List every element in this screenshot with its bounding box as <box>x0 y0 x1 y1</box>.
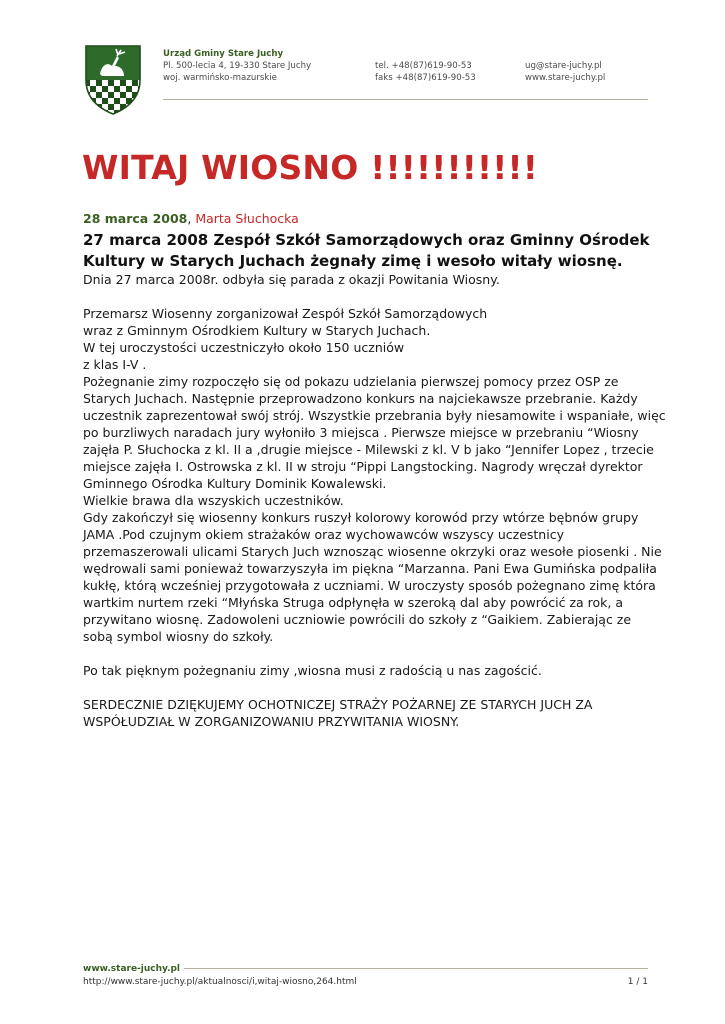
body-line: WSPÓŁUDZIAŁ W ZORGANIZOWANIU PRZYWITANIA WIOSNY. <box>83 714 460 729</box>
body-line: Po tak pięknym pożegnaniu zimy ,wiosna musi z radością u nas zagościć. <box>83 663 542 678</box>
body-line: Przemarsz Wiosenny zorganizował Zespół Szkół Samorządowych <box>83 306 488 321</box>
body-line: przywitano wiosnę. Zadowoleni uczniowie powrócili do szkoły z “Gaikiem. Zabierając ze <box>83 612 632 627</box>
address-line-2: woj. warmińsko-mazurskie <box>163 73 277 83</box>
paragraph-gap <box>83 679 663 696</box>
fax: faks +48(87)619-90-53 <box>375 73 476 83</box>
body-line: Pożegnanie zimy rozpoczęło się od pokazu udzielania pierwszej pomocy przez OSP ze <box>83 374 619 389</box>
article-meta <box>83 211 299 227</box>
body-line: sobą symbol wiosny do szkoły. <box>83 629 274 644</box>
body-line: Dnia 27 marca 2008r. odbyła się parada z okazji Powitania Wiosny. <box>83 272 500 287</box>
lead-line-2: Kultury w Starych Juchach żegnały zimę i wesoło witały wiosnę. <box>83 252 623 270</box>
article-body <box>83 271 666 730</box>
telephone: tel. +48(87)619-90-53 <box>375 61 472 71</box>
meta-separator: , <box>187 211 196 226</box>
coat-of-arms-icon <box>84 44 142 116</box>
website-link[interactable]: www.stare-juchy.pl <box>525 73 606 83</box>
body-line: SERDECZNIE DZIĘKUJEMY OCHOTNICZEJ STRAŻY POŻARNEJ ZE STARYCH JUCH ZA <box>83 697 593 712</box>
page-number: 1 / 1 <box>627 977 648 987</box>
article-author: Marta Słuchocka <box>195 211 299 226</box>
body-line: Gminnego Ośrodka Kultury Dominik Kowalewski. <box>83 476 387 491</box>
article-lead <box>83 230 663 272</box>
body-line: zajęła P. Słuchocka z kl. II a ,drugie miejsce - Milewski z kl. V b jako “Jennifer Lopez , trzecie <box>83 442 654 457</box>
page-header <box>0 0 725 110</box>
phone-block <box>375 60 476 84</box>
body-line: wartkim nurtem rzeki “Młyńska Struga odpłynęła w szeroką dal aby powrócić za rok, a <box>83 595 624 610</box>
body-line: Gdy zakończył się wiosenny konkurs ruszył kolorowy korowód przy wtórze bębnów grupy <box>83 510 639 525</box>
body-line: JAMA .Pod czujnym okiem strażaków oraz wychowawców wszyscy uczestnicy <box>83 527 564 542</box>
lead-line-1: 27 marca 2008 Zespół Szkół Samorządowych oraz Gminny Ośrodek <box>83 231 650 249</box>
footer-site[interactable]: www.stare-juchy.pl <box>83 964 184 974</box>
body-line: wędrowali sami ponieważ towarzyszyła im piękna “Marzanna. Pani Ewa Gumińska podpaliła <box>83 561 657 576</box>
address-line-1: Pl. 500-lecia 4, 19-330 Stare Juchy <box>163 61 312 71</box>
body-line: W tej uroczystości uczestniczyło około 150 uczniów <box>83 340 405 355</box>
body-line: miejsce zajęła I. Ostrowska z kl. II w stroju “Pippi Langstocking. Nagrody wręczał dyrektor <box>83 459 643 474</box>
web-block <box>525 60 605 84</box>
paragraph-gap <box>83 645 663 662</box>
body-line: z klas I-V . <box>83 357 147 372</box>
body-line: po burzliwych naradach jury wyłoniło 3 miejsca . Pierwsze miejsce w przebraniu “Wiosny <box>83 425 639 440</box>
body-line: uczestnik zaprezentował swój strój. Wszystkie przebrania były niesamowite i wspaniałe, więc <box>83 408 666 423</box>
article-title: WITAJ WIOSNO !!!!!!!!!!! <box>82 148 538 187</box>
body-line: Starych Juchach. Następnie przeprowadzono konkurs na najciekawsze przebranie. Każdy <box>83 391 638 406</box>
body-line: Wielkie brawa dla wszyskich uczestników. <box>83 493 344 508</box>
organization-name: Urząd Gminy Stare Juchy <box>163 49 284 59</box>
paragraph-gap <box>83 288 663 305</box>
organization-block <box>163 48 311 84</box>
header-divider <box>163 99 648 100</box>
body-line: kukłę, którą wcześniej przygotowała z uczniami. W uroczysty sposób pożegnano zimę która <box>83 578 656 593</box>
body-line: wraz z Gminnym Ośrodkiem Kultury w Starych Juchach. <box>83 323 431 338</box>
article-date: 28 marca 2008 <box>83 211 188 226</box>
footer-url[interactable]: http://www.stare-juchy.pl/aktualnosci/i,witaj-wiosno,264.html <box>83 977 357 987</box>
body-line: przemaszerowali ulicami Starych Juch wznosząc wiosenne okrzyki oraz wesołe piosenki . Nie <box>83 544 662 559</box>
email-link[interactable]: ug@stare-juchy.pl <box>525 61 602 71</box>
